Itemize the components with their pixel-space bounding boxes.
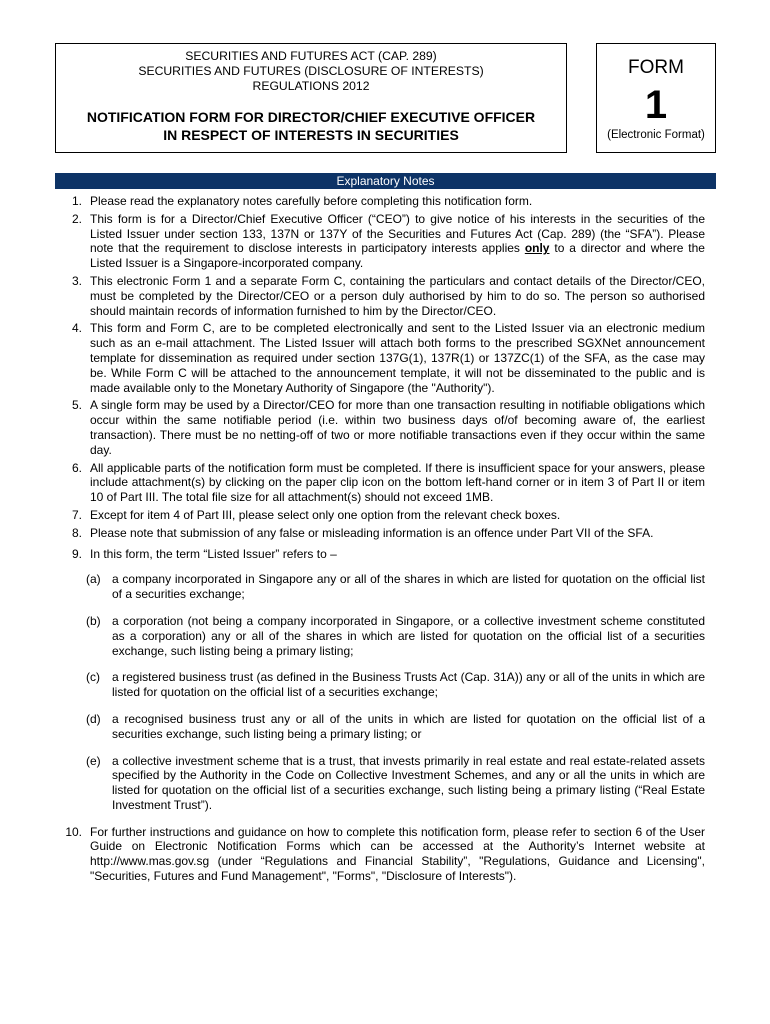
note-item bbox=[55, 508, 705, 523]
form-title-line-1: NOTIFICATION FORM FOR DIRECTOR/CHIEF EXECUTIVE OFFICER bbox=[86, 109, 536, 125]
note-number: 1. bbox=[71, 194, 82, 208]
note-text: Please read the explanatory notes carefully before completing this notification form. bbox=[90, 194, 533, 208]
note-text: In this form, the term “Listed Issuer” refers to – bbox=[90, 546, 337, 561]
note-number: 3. bbox=[71, 273, 82, 288]
definition-letter: (a) bbox=[86, 572, 101, 587]
form-title-line-2: IN RESPECT OF INTERESTS IN SECURITIES bbox=[163, 127, 459, 143]
definition-item bbox=[55, 614, 705, 658]
form-number: 1 bbox=[644, 83, 668, 127]
note-number: 4. bbox=[71, 321, 82, 336]
definition-item bbox=[55, 712, 705, 742]
form-label: FORM bbox=[628, 57, 684, 78]
regulations-year-line: REGULATIONS 2012 bbox=[252, 79, 370, 93]
definition-text: a corporation (not being a company incorporated in Singapore, or a collective investment scheme constituted as a corporation) any or all of the shares in which are listed for quotation on the official list of a securities exchange, such listing being a primary listing; bbox=[112, 613, 705, 658]
definition-text: a company incorporated in Singapore any or all of the shares in which are listed for quotation on the official list of a securities exchange; bbox=[112, 572, 705, 602]
note-text: Please note that submission of any false or misleading information is an offence under Part VII of the SFA. bbox=[90, 525, 654, 540]
note-number: 5. bbox=[71, 398, 82, 413]
note-item bbox=[55, 825, 705, 884]
regulations-title-line: SECURITIES AND FUTURES (DISCLOSURE OF INTERESTS) bbox=[138, 64, 484, 78]
note-text: For further instructions and guidance on how to complete this notification form, please refer to section 6 of the User Guide on Electronic Notification Forms which can be accessed at the Authority’s Internet website at http://www.mas.gov.sg (under “Regulations and Financial Stability”, "Regulations, Guidance and Licensing", "Securities, Futures and Fund Management", "Forms", "Disclosure of Interests"). bbox=[90, 824, 705, 884]
definition-letter: (e) bbox=[86, 753, 101, 768]
note-item bbox=[55, 526, 705, 541]
note-number: 2. bbox=[71, 211, 82, 226]
listed-issuer-definitions bbox=[55, 572, 705, 812]
definition-item bbox=[55, 572, 705, 602]
emphasis-text: only bbox=[524, 241, 550, 256]
note-text-part: to a director and where the Listed Issuer is a Singapore-incorporated company. bbox=[90, 241, 705, 271]
definition-text: a registered business trust (as defined in the Business Trusts Act (Cap. 31A)) any or all of the units in which are listed for quotation on the official list of a securities exchange; bbox=[112, 670, 705, 700]
note-text: This form and Form C, are to be completed electronically and sent to the Listed Issuer via an electronic medium such as an e-mail attachment. The Listed Issuer will attach both forms to the prescribed SGXNet announcement template for dissemination as required under section 137G(1), 137R(1) or 137ZC(1) of the SFA, as the case may be. While Form C will be attached to the announcement template, it will not be disseminated to the public and is made available only to the Monetary Authority of Singapore (the "Authority"). bbox=[90, 321, 705, 395]
note-item bbox=[55, 398, 705, 457]
definition-item bbox=[55, 754, 705, 813]
note-number: 8. bbox=[71, 525, 82, 540]
note-number: 6. bbox=[71, 460, 82, 475]
note-item bbox=[55, 321, 705, 395]
note-number: 9. bbox=[71, 546, 82, 561]
note-text: All applicable parts of the notification form must be completed. If there is insufficient space for your answers, please include attachment(s) by clicking on the paper clip icon on the bottom left-hand corner or in item 3 of Part II or item 10 of Part III. The total file size for all attachment(s) should not exceed 1MB. bbox=[90, 460, 705, 505]
act-header-box bbox=[55, 43, 567, 153]
act-title-line: SECURITIES AND FUTURES ACT (CAP. 289) bbox=[185, 49, 437, 63]
definition-text: a recognised business trust any or all of the units in which are listed for quotation on the official list of a securities exchange, such listing being a primary listing; or bbox=[112, 711, 705, 741]
note-number: 10. bbox=[65, 824, 82, 839]
definition-letter: (d) bbox=[86, 711, 101, 726]
definition-item bbox=[55, 670, 705, 700]
definition-letter: (b) bbox=[86, 613, 101, 628]
form-format-note: (Electronic Format) bbox=[607, 129, 705, 141]
note-text: A single form may be used by a Director/CEO for more than one transaction resulting in notifiable obligations which occur within the same notifiable period (i.e. within two business days of/of becoming aware of, the earliest transaction). There must be no netting-off of two or more notifiable transactions even if they occur within the same day. bbox=[90, 398, 705, 457]
note-text-part: This form is for a Director/Chief Executive Officer (“CEO”) to give notice of his interests in the securities of the Listed Issuer under section 133, 137N or 137Y of the Securities and Futures Act (Cap. 289) (the “SFA”). Please note that the requirement to disclose interests in participatory interests applies bbox=[90, 211, 705, 256]
note-item bbox=[55, 212, 705, 271]
note-item bbox=[55, 274, 705, 318]
definition-text: a collective investment scheme that is a trust, that invests primarily in real estate and real estate-related assets specified by the Authority in the Code on Collective Investment Schemes, and any or all the units in which are listed for quotation on the official list of a securities exchange, such listing being a primary listing (“Real Estate Investment Trust”). bbox=[112, 753, 705, 812]
explanatory-notes-list bbox=[55, 194, 705, 887]
note-text bbox=[90, 212, 705, 270]
note-item bbox=[55, 547, 705, 562]
definition-letter: (c) bbox=[86, 670, 100, 685]
note-text: This electronic Form 1 and a separate Form C, containing the particulars and contact details of the Director/CEO, must be completed by the Director/CEO or a person duly authorised by him to do so. The person so authorised should maintain records of information furnished to him by the Director/CEO. bbox=[90, 273, 705, 318]
note-item bbox=[55, 461, 705, 505]
form-title bbox=[56, 108, 566, 144]
explanatory-notes-heading: Explanatory Notes bbox=[55, 173, 716, 189]
note-number: 7. bbox=[71, 507, 82, 522]
note-text: Except for item 4 of Part III, please select only one option from the relevant check boxes. bbox=[90, 507, 561, 522]
form-number-box bbox=[596, 43, 716, 153]
note-item bbox=[55, 194, 705, 209]
